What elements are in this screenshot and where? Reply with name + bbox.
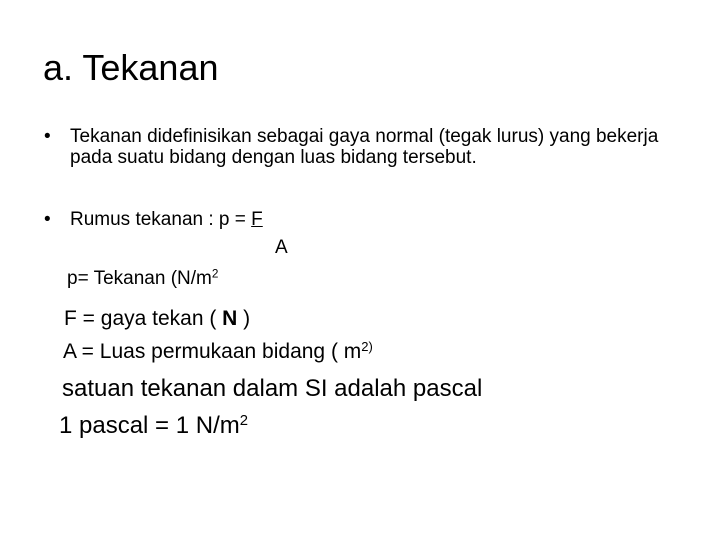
definition-p: p= Tekanan ($N/m^2$ bbox=[67, 267, 219, 289]
definition-f: F = gaya tekan ( N ) bbox=[64, 307, 251, 330]
bullet-formula bbox=[44, 209, 664, 233]
superscript: 2 bbox=[239, 412, 249, 429]
bullet-text: Tekanan didefinisikan sebagai gaya normal (tegak lurus) yang bekerja pada suatu bidang dengan luas bidang tersebut. bbox=[70, 126, 659, 168]
formula-prefix: Rumus tekanan : p = bbox=[70, 209, 252, 230]
bullet-definition bbox=[44, 126, 664, 196]
superscript: 2 bbox=[211, 267, 219, 281]
formula-denominator: A bbox=[275, 237, 288, 258]
superscript: 2) bbox=[361, 338, 373, 354]
si-unit-line: satuan tekanan dalam SI adalah pascal bbox=[62, 375, 483, 402]
bullet-marker: • bbox=[44, 209, 51, 230]
unit-newton: N bbox=[222, 307, 238, 330]
pascal-definition: 1 pascal = 1 $N/m^2$ bbox=[59, 412, 249, 439]
formula-line bbox=[70, 209, 660, 230]
bullet-marker: • bbox=[44, 126, 51, 147]
slide-title: a. Tekanan bbox=[43, 47, 219, 88]
definition-a: A = Luas permukaan bidang ( $m^{2)}$ bbox=[63, 338, 373, 363]
formula-numerator: F bbox=[251, 209, 263, 230]
